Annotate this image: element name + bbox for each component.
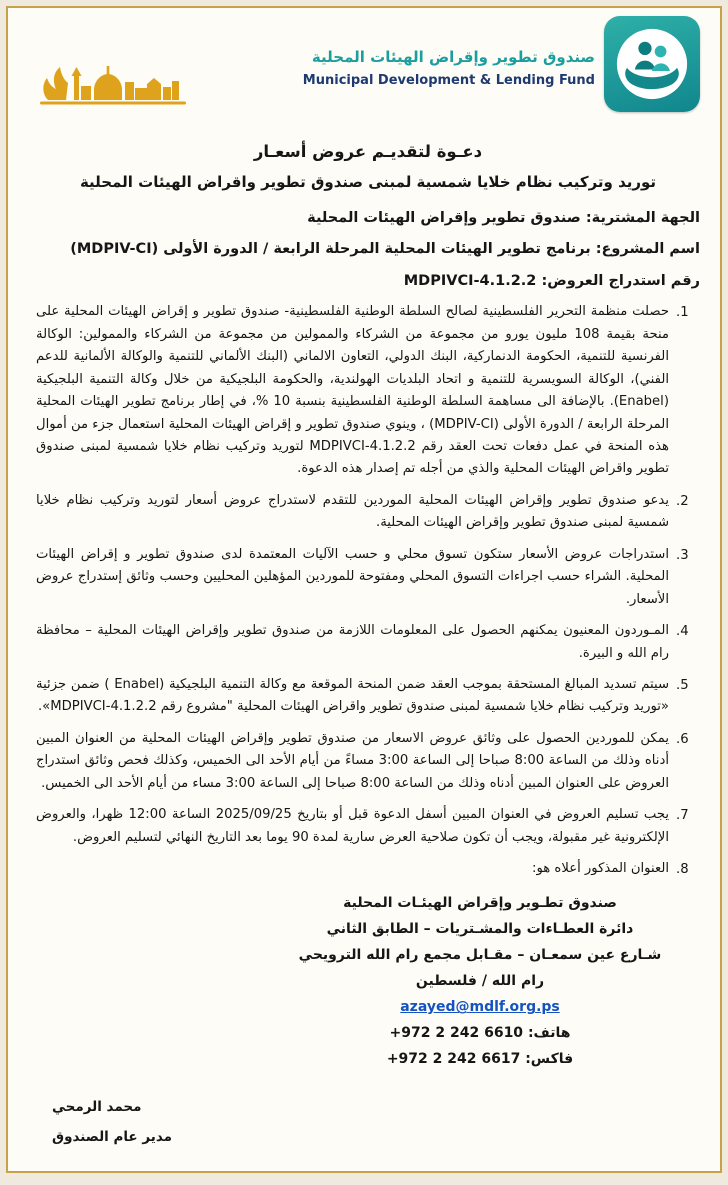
item-number: 5.	[676, 677, 689, 693]
item-number: 1.	[676, 305, 689, 321]
document-page	[6, 6, 722, 1173]
fax-number: +972 2 242 6617	[386, 1051, 521, 1068]
mdlf-logo	[303, 16, 700, 112]
address-city: رام الله / فلسطين	[415, 973, 545, 990]
signature-block	[52, 1092, 172, 1152]
address-org: صندوق تطـوير وإقراض الهيئـات المحلية	[343, 895, 617, 912]
phone-line	[290, 1020, 670, 1046]
list-item	[36, 544, 700, 611]
item-number: 6.	[676, 731, 689, 747]
signatory-name: محمد الرمحي	[52, 1099, 142, 1116]
item-text: يجب تسليم العروض في العنوان المبين أسفل الدعوة قبل أو بتاريخ 2025/09/25 الساعة 12:00 ظهرا، والعروض الإلكترونية غير مقبولة، ويجب أن تكون صلاحية العرض سارية لمدة 90 يوما بعد التاريخ النهائي لتسليم العروض.	[36, 807, 670, 845]
project-line: اسم المشروع: برنامج تطوير الهيئات المحلية المرحلة الرابعة / الدورة الأولى (MDPIV-CI)	[70, 241, 700, 258]
item-number: 7.	[676, 808, 689, 824]
phone-number: +972 2 242 6610	[389, 1025, 524, 1042]
item-number: 2.	[676, 493, 689, 509]
list-item	[36, 620, 700, 665]
logo-arabic-name: صندوق تطوير وإقراض الهيئات المحلية	[311, 48, 595, 66]
item-text: المـوردون المعنيون يمكنهم الحصول على المعلومات اللازمة من صندوق تطوير وإقراض الهيئات المحلية – محافظة رام الله و البيرة.	[36, 623, 669, 661]
address-block	[290, 890, 670, 1072]
item-text: استدراجات عروض الأسعار ستكون تسوق محلي و حسب الآليات المعتمدة لدى صندوق تطوير و إقراض الهيئات المحلية. الشراء حسب اجراءات التسوق المحلي ومفتوحة للموردين المؤهلين المحليين وحسب وثائق إستدراج عروض الأسعار.	[36, 546, 669, 607]
document-subtitle: توريد وتركيب نظام خلايا شمسية لمبنى صندوق تطوير واقراض الهيئات المحلية	[79, 173, 657, 191]
item-text: سيتم تسديد المبالغ المستحقة بموجب العقد ضمن المنحة الموقعة مع وكالة التنمية البلجيكية (Enabel ) ضمن جزئية «توريد وتركيب نظام خلايا شمسية لمبنى صندوق تطوير واقراض الهيئات المحلية "مشروع رقم MDPIVCI-4.1.2.2».	[36, 676, 670, 715]
mdlf-logo-badge	[604, 16, 700, 112]
email-line	[290, 994, 670, 1020]
list-item	[36, 674, 700, 719]
list-item	[36, 728, 700, 795]
email-link[interactable]: azayed@mdlf.org.ps	[400, 999, 560, 1016]
body-list	[36, 301, 700, 881]
item-number: 3.	[676, 547, 689, 563]
item-text: حصلت منظمة التحرير الفلسطينية لصالح السلطة الوطنية الفلسطينية- صندوق تطوير و إقراض الهيئات المحلية على منحة بقيمة 108 مليون يورو من مجموعة من الشركاء والممولين من مجموعة من الشركاء والممولين: الوكالة الفرنسية للتنمية، الحكومة الدنماركية، البنك الدولي، التعاون الالماني (البنك الألماني للتنمية والوكالة الألمانية للدعم الفني)، الوكالة السويسرية للتنمية و اتحاد البلديات الهولندية، والحكومة البلجيكية من خلال وكالة التنمية البلجيكية (Enabel). بالإضافة الى مساهمة السلطة الوطنية الفلسطينية بنسبة 10 %، في إطار برنامج تطوير الهيئات المحلية المرحلة الرابعة / الدورة الأولى (MDPIV-CI) ، وينوي صندوق تطوير و إقراض الهيئات المحلية استعمال جزء من أموال هذه المنحة في عمل دفعات تحت العقد رقم MDPIVCI-4.1.2.2 لتوريد وتركيب نظام خلايا شمسية لمبنى صندوق تطوير واقراض الهيئات المحلية والذي من أجله تم إصدار هذه الدعوة.	[36, 304, 669, 477]
fax-label: فاكس:	[525, 1051, 574, 1068]
fax-line	[290, 1046, 670, 1072]
document-title: دعـوة لتقديـم عروض أسعـار	[253, 142, 483, 161]
list-item	[36, 490, 700, 535]
city-skyline-graphic	[38, 56, 188, 118]
letterhead	[36, 8, 700, 118]
list-item	[36, 804, 700, 849]
list-item	[36, 858, 700, 881]
item-text: العنوان المذكور أعلاه هو:	[532, 861, 669, 877]
item-text: يمكن للموردين الحصول على وثائق عروض الاسعار من صندوق تطوير وإقراض الهيئات المحلية من العنوان المبين أدناه وذلك من الساعة 8:00 صباحا إلى الساعة 3:00 مساءً من أيام الأحد الى الخميس، وكذلك فحص وثائق استدراج العروض على العنوان المبين أدناه وذلك من الساعة 8:00 صباحا إلى الساعة 3:00 مساء من أيام الأحد الى الخميس.	[36, 730, 670, 791]
list-item	[36, 301, 700, 481]
address-street: شـارع عين سمعـان – مقـابل مجمع رام الله الترويحي	[298, 947, 662, 964]
signatory-title: مدير عام الصندوق	[52, 1129, 172, 1146]
item-text: يدعو صندوق تطوير وإقراض الهيئات المحلية الموردين للتقدم لاستدراج عروض أسعار لتوريد وتركيب نظام خلايا شمسية لمبنى صندوق تطوير وإقراض الهيئات المحلية.	[36, 492, 669, 531]
buyer-line: الجهة المشترية: صندوق تطوير وإقراض الهيئات المحلية	[307, 210, 700, 226]
address-department: دائرة العطـاءات والمشـتريات – الطابق الثاني	[326, 921, 634, 938]
mdlf-logo-text	[303, 16, 595, 88]
hand-people-icon	[613, 25, 691, 103]
item-number: 8.	[676, 862, 689, 878]
rfq-number-line: رقم استدراج العروض: MDPIVCI-4.1.2.2	[403, 272, 700, 289]
phone-label: هاتف:	[527, 1025, 571, 1042]
tender-meta	[36, 207, 700, 292]
item-number: 4.	[676, 624, 689, 640]
logo-english-name: Municipal Development & Lending Fund	[302, 73, 595, 88]
city-skyline-icon	[38, 56, 188, 114]
